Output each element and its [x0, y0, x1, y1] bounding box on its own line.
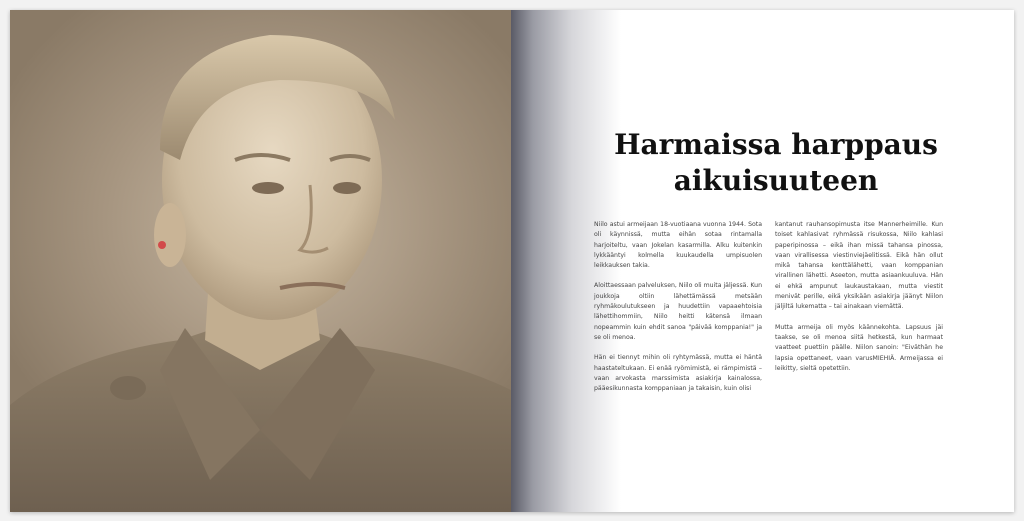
text-page — [511, 10, 1014, 512]
paragraph: Hän ei tiennyt mihin oli ryhtymässä, mutta ei häntä haastateltukaan. Ei enää ryömimistä, ei rämpimistä – vaan arvokasta marssimista asiakirja kainalossa, pääesikunnasta komppaniaan ja takaisin, kuin olisi — [594, 354, 762, 393]
paragraph: Aloittaessaan palveluksen, Niilo oli muita jäljessä. Kun joukkoja oltiin lähettämässä metsään ryhmäkoulutukseen ja huudettiin vapaaehtoisia lähettihommiin, Niilo heitti kätensä ilmaan nopeammin kuin ehdit sanoa "päivää komppania!" ja se oli menoa. — [594, 282, 762, 341]
portrait-photo — [10, 10, 511, 512]
page-title: Harmaissa harppaus aikuisuuteen — [614, 128, 938, 197]
text-column-right — [775, 220, 943, 384]
paragraph: Mutta armeija oli myös käännekohta. Lapsuus jäi taakse, se oli menoa siitä hetkestä, kun harmaat vaatteet puettiin päälle. Niilon sanoin: "Eiväthän he lapsia opettaneet, vaan varusMIEHIÄ. Armeijassa ei leikitty, sieltä opetettiin. — [775, 323, 943, 372]
portrait-illustration — [10, 10, 511, 512]
book-spread — [10, 10, 1014, 512]
paragraph: kantanut rauhansopimusta itse Mannerheimille. Kun toiset kahlasivat ryhmässä risukossa, Niilo kahlasi paperipinossa – eikä ihan missä tahansa pinossa, vaan virallisessa viestinviejäelitissä. Eikä hän ollut mikä tahansa kenttälähetti, vaan komppanian virallinen lähetti. Aseeton, mutta asiaankuuluva. Hän ei ehkä ampunut laukaustakaan, mutta viestit menivät perille, eikä yksikään asiakirja jäänyt Niilon jäljiltä lukematta – tai ainakaan viemättä. — [775, 221, 943, 311]
paragraph: Niilo astui armeijaan 18-vuotiaana vuonna 1944. Sota oli käynnissä, mutta eihän sotaa rintamalla harjoiteltu, vaan Jokelan kasarmilla. Alku kuitenkin lykkääntyi kolmella kuukaudella umpisuolen leikkauksen takia. — [594, 221, 762, 270]
text-column-left — [594, 220, 762, 404]
